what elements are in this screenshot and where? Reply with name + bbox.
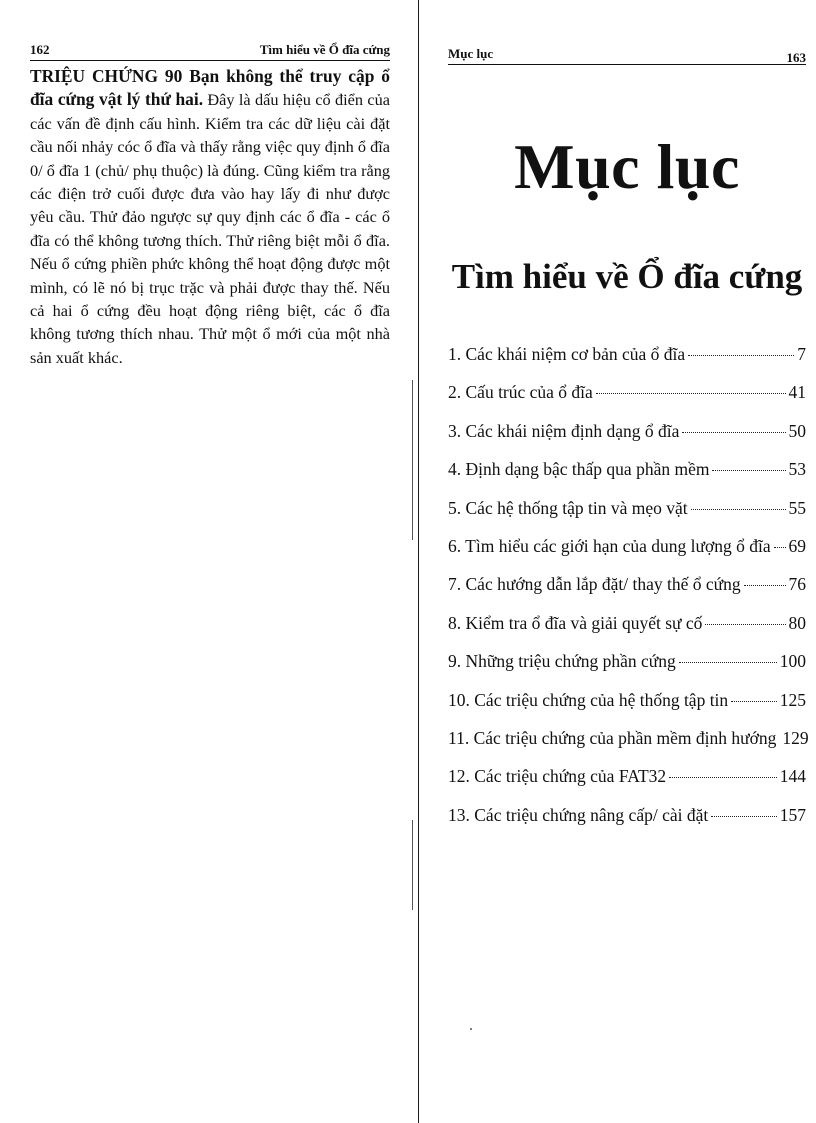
toc-leader-dots — [744, 585, 786, 586]
symptom-heading: TRIỆU CHỨNG 90 Bạn không thể truy cập ổ đĩa cứng vật lý thứ hai. — [30, 66, 390, 110]
toc-item-title: 13. Các triệu chứng nâng cấp/ cài đặt — [448, 804, 709, 825]
toc-item — [448, 373, 806, 411]
toc-item-title: 3. Các khái niệm định dạng ổ đĩa — [448, 420, 680, 441]
toc-leader-dots — [731, 701, 777, 702]
toc-item — [448, 604, 806, 642]
toc-item — [448, 335, 806, 373]
toc-item-page: 80 — [788, 612, 806, 633]
left-page-header — [30, 38, 390, 61]
toc-leader-dots — [705, 624, 785, 625]
left-running-head: Tìm hiểu về Ổ đĩa cứng — [259, 42, 390, 57]
toc-leader-dots — [712, 470, 785, 471]
toc-item-title: 8. Kiểm tra ổ đĩa và giải quyết sự cố — [448, 612, 703, 633]
toc-item-title: 4. Định dạng bậc thấp qua phần mềm — [448, 459, 710, 480]
toc-leader-dots — [774, 547, 786, 548]
symptom-text: Đây là dấu hiệu cổ điển của các vấn đề định cấu hình. Kiểm tra các dữ liệu cài đặt cầu nối nhảy cóc ổ đĩa và thấy rằng việc quy định ổ đĩa 0/ ổ đĩa 1 (chủ/ phụ thuộc) là đúng. Cũng kiểm tra rằng các điện trở cuối được đưa vào hay lấy đi như được yêu cầu. Thử đảo ngược sự quy định các ổ đĩa - các ổ đĩa có thể không tương thích. Thử riêng biệt mỗi ổ đĩa. Nếu ổ cứng phiền phức không thể hoạt động được một mình, có lẽ nó bị trục trặc và phải được thay thế. Nếu cả hai ổ cứng đều hoạt động riêng biệt, các ổ đĩa không tương thích nhau. Thử một ổ mới của một nhà sản xuất khác. — [30, 90, 390, 367]
toc-item-page: 7 — [797, 344, 806, 364]
toc-item-title: 12. Các triệu chứng của FAT32 — [448, 766, 667, 787]
scan-artifact-dot — [470, 1028, 472, 1030]
toc-item — [448, 412, 806, 450]
toc-item — [448, 681, 806, 719]
toc-item-title: 6. Tìm hiểu các giới hạn của dung lượng ổ đĩa — [448, 535, 771, 556]
toc-leader-dots — [691, 509, 786, 510]
toc-item — [448, 757, 806, 795]
toc-item-page: 129 — [782, 727, 809, 748]
toc-item-page: 53 — [788, 459, 806, 480]
toc-leader-dots — [596, 393, 786, 394]
toc-item-page: 157 — [779, 804, 806, 825]
toc-item-title: 2. Cấu trúc của ổ đĩa — [448, 382, 593, 403]
toc-item-page: 55 — [788, 497, 806, 518]
scan-artifact-mark — [412, 820, 413, 910]
toc-item-page: 100 — [779, 651, 806, 672]
toc-item-page: 144 — [779, 766, 806, 787]
toc-item-title: 10. Các triệu chứng của hệ thống tập tin — [448, 689, 729, 710]
toc-item-page: 76 — [788, 574, 806, 595]
toc-item-page: 125 — [779, 689, 806, 710]
toc-item-title: 5. Các hệ thống tập tin và mẹo vặt — [448, 497, 688, 518]
toc-item — [448, 450, 806, 488]
toc-item-page: 50 — [788, 420, 806, 441]
toc-leader-dots — [688, 355, 794, 356]
toc-item — [448, 642, 806, 680]
toc-item — [448, 796, 806, 834]
toc-leader-dots — [679, 662, 777, 663]
toc-leader-dots — [711, 816, 777, 817]
toc-item-title: 1. Các khái niệm cơ bản của ổ đĩa — [448, 344, 686, 364]
toc-item-title: 11. Các triệu chứng của phần mềm định hướng — [448, 727, 777, 748]
toc-item-title: 7. Các hướng dẫn lắp đặt/ thay thế ổ cứng — [448, 574, 741, 595]
left-body-paragraph — [30, 65, 390, 369]
right-page-number: 163 — [786, 50, 806, 65]
left-page — [30, 38, 390, 386]
right-page — [448, 38, 809, 834]
left-page-number: 162 — [30, 42, 50, 57]
scan-artifact-mark — [412, 380, 413, 540]
toc-list — [448, 335, 809, 834]
book-spine-line — [418, 0, 419, 1123]
toc-item — [448, 527, 806, 565]
toc-subtitle: Tìm hiểu về Ổ đĩa cứng — [451, 257, 803, 296]
toc-item-page: 41 — [788, 382, 806, 403]
toc-title: Mục lục — [514, 131, 740, 202]
right-page-header — [448, 38, 806, 65]
toc-item — [448, 719, 809, 757]
right-running-head: Mục lục — [448, 46, 494, 61]
toc-item-page: 69 — [788, 535, 806, 556]
toc-item — [448, 565, 806, 603]
toc-leader-dots — [682, 432, 785, 433]
toc-item-title: 9. Những triệu chứng phần cứng — [448, 651, 676, 672]
toc-item — [448, 489, 806, 527]
toc-leader-dots — [669, 777, 777, 778]
